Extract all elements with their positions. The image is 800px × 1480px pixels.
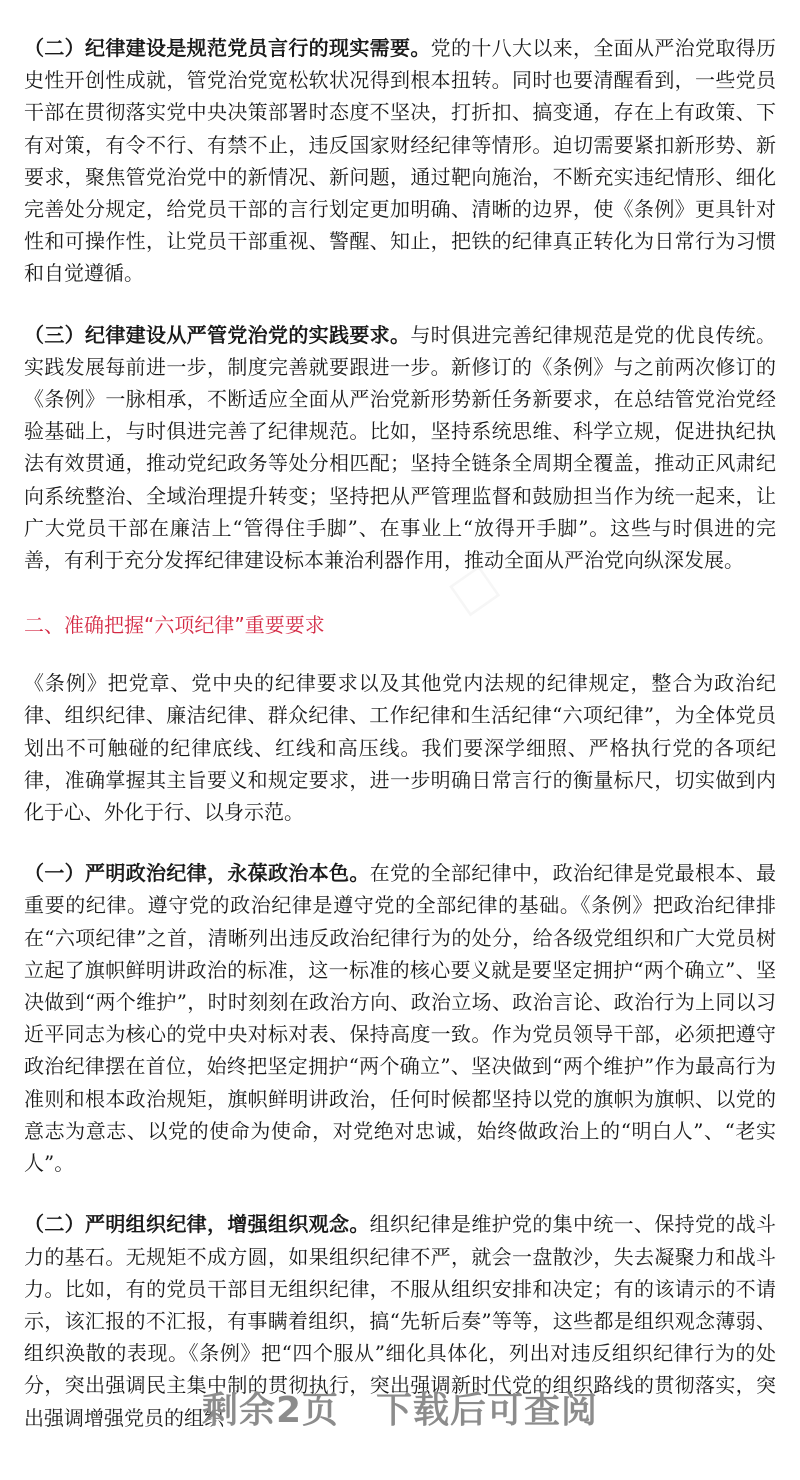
paragraph-text: 组织纪律是维护党的集中统一、保持党的战斗力的基石。无规矩不成方圆，如果组织纪律不严，就会一盘散沙，失去凝聚力和战斗力。比如，有的党员干部目无组织纪律，不服从组织安排和决定；有的该请示的不请示，该汇报的不汇报，有事瞒着组织，搞“先斩后奏”等等，这些都是组织观念薄弱、组织涣散的表现。《条例》把“四个服从”细化具体化，列出对违反组织纪律行为的处分，突出强调民主集中制的贯彻执行，突出强调新时代党的组织路线的贯彻落实，突出强调增强党员的组织 xyxy=(24,1212,777,1430)
paragraph-six-disciplines-intro xyxy=(24,667,776,828)
download-remaining-pages-notice[interactable]: 剩余2页 下载后可查阅 xyxy=(201,1390,599,1431)
paragraph-lead: （一）严明政治纪律，永葆政治本色。 xyxy=(24,861,370,886)
paragraph-lead: （三）纪律建设从严管党治党的实践要求。 xyxy=(24,322,411,347)
paragraph-practice-requirement xyxy=(24,319,776,577)
section-heading: 二、准确把握“六项纪律”重要要求 xyxy=(24,613,325,638)
paragraph-text: 党的十八大以来，全面从严治党取得历史性开创性成就，管党治党宽松软状况得到根本扭转。同时也要清醒看到，一些党员干部在贯彻落实党中央决策部署时态度不坚决，打折扣、搞变通，存在上有政策、下有对策，有令不行、有禁不止，违反国家财经纪律等情形。迫切需要紧扣新形势、新要求，聚焦管党治党中的新情况、新问题，通过靶向施治，不断充实违纪情形、细化完善处分规定，给党员干部的言行划定更加明确、清晰的边界，使《条例》更具针对性和可操作性，让党员干部重视、警醒、知止，把铁的纪律真正转化为日常行为习惯和自觉遵循。 xyxy=(24,36,777,286)
paragraph-text: 《条例》把党章、党中央的纪律要求以及其他党内法规的纪律规定，整合为政治纪律、组织纪律、廉洁纪律、群众纪律、工作纪律和生活纪律“六项纪律”，为全体党员划出不可触碰的纪律底线、红线和高压线。我们要深学细照、严格执行党的各项纪律，准确掌握其主旨要义和规定要求，进一步明确日常言行的衡量标尺，切实做到内化于心、外化于行、以身示范。 xyxy=(24,671,776,825)
paragraph-text: 在党的全部纪律中，政治纪律是党最根本、最重要的纪律。遵守党的政治纪律是遵守党的全部纪律的基础。《条例》把政治纪律排在“六项纪律”之首，清晰列出违反政治纪律行为的处分，给各级党组织和广大党员树立起了旗帜鲜明讲政治的标准，这一标准的核心要义就是要坚定拥护“两个确立”、坚决做到“两个维护”，时时刻刻在政治方向、政治立场、政治言论、政治行为上同以习近平同志为核心的党中央对标对表、保持高度一致。作为党员领导干部，必须把遵守政治纪律摆在首位，始终把坚定拥护“两个确立”、坚决做到“两个维护”作为最高行为准则和根本政治规矩，旗帜鲜明讲政治，任何时候都坚持以党的旗帜为旗帜、以党的意志为意志、以党的使命为使命，对党绝对忠诚，始终做政治上的“明白人”、“老实人”。 xyxy=(24,861,777,1176)
paragraph-discipline-norms xyxy=(24,32,776,290)
document-body xyxy=(24,32,776,1434)
paragraph-text: 与时俱进完善纪律规范是党的优良传统。实践发展每前进一步，制度完善就要跟进一步。新修订的《条例》与之前两次修订的《条例》一脉相承，不断适应全面从严治党新形势新任务新要求，在总结管党治党经验基础上，与时俱进完善了纪律规范。比如，坚持系统思维、科学立规，促进执纪执法有效贯通，推动党纪政务等处分相匹配；坚持全链条全周期全覆盖，推动正风肃纪向系统整治、全域治理提升转变；坚持把从严管理监督和鼓励担当作为统一起来，让广大党员干部在廉洁上“管得住手脚”、在事业上“放得开手脚”。这些与时俱进的完善，有利于充分发挥纪律建设标本兼治利器作用，推动全面从严治党向纵深发展。 xyxy=(24,322,777,573)
paragraph-lead: （二）严明组织纪律，增强组织观念。 xyxy=(24,1212,370,1237)
paragraph-political-discipline xyxy=(24,857,776,1179)
paragraph-lead: （二）纪律建设是规范党员言行的现实需要。 xyxy=(24,36,431,60)
